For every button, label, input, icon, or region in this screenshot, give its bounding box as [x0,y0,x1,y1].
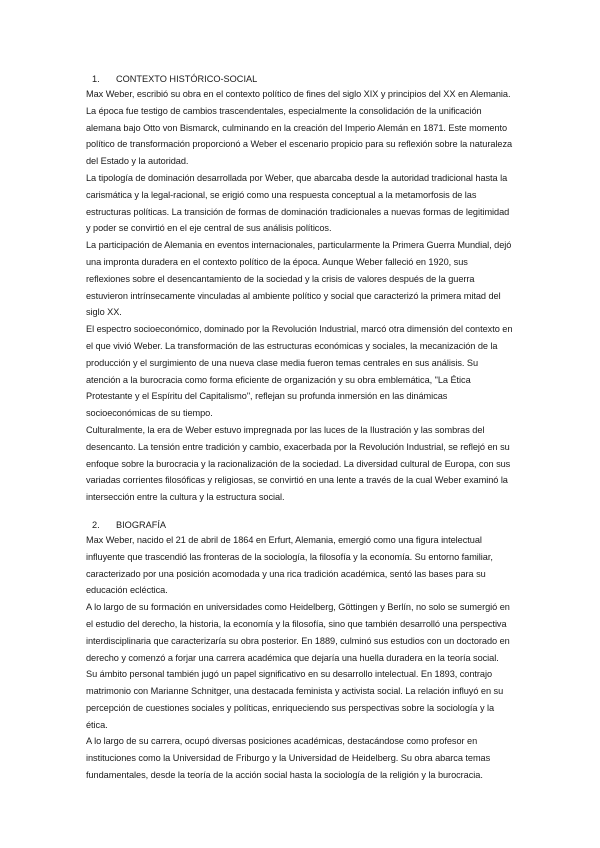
paragraph: La participación de Alemania en eventos internacionales, particularmente la Primera Guerra Mundial, dejó una impronta duradera en el contexto político de la época. Aunque Weber falleció en 1920, sus reflexiones sobre el desencantamiento de la sociedad y la crisis de valores después de la guerra estuvieron intrínsecamente vinculadas al ambiente político y social que caracterizó la primera mitad del siglo XX. [86,240,512,318]
paragraph: Culturalmente, la era de Weber estuvo impregnada por las luces de la Ilustración y las sombras del desencanto. La tensión entre tradición y cambio, exacerbada por la Revolución Industrial, se reflejó en su enfoque sobre la burocracia y la racionalización de la sociedad. La diversidad cultural de Europa, con sus variadas corrientes filosóficas y religiosas, se convirtió en una lente a través de la cual Weber examinó la intersección entre la cultura y la estructura social. [86,424,511,503]
paragraph: La tipología de dominación desarrollada por Weber, que abarcaba desde la autoridad tradicional hasta la carismática y la legal-racional, se erigió como una respuesta conceptual a la metamorfosis de las estructuras políticas. La transición de formas de dominación tradicionales a nuevas formas de legitimidad y poder se convirtió en el eje central de sus análisis políticos. [86,172,510,234]
section-title: BIOGRAFÍA [116,519,167,530]
paragraph: A lo largo de su carrera, ocupó diversas posiciones académicas, destacándose como profesor en instituciones como la Universidad de Friburgo y la Universidad de Heidelberg. Su obra abarca temas fundamentales, desde la teoría de la acción social hasta la sociología de la religión y la burocracia. [86,736,491,781]
paragraph: El espectro socioeconómico, dominado por la Revolución Industrial, marcó otra dimensión del contexto en el que vivió Weber. La transformación de las estructuras económicas y sociales, la mecanización de la producción y el surgimiento de una nueva clase media fueron temas centrales en sus análisis. Su atención a la burocracia como forma eficiente de organización y su obra emblemática, "La Ética Protestante y el Espíritu del Capitalismo", reflejan su profunda inmersión en las dinámicas socioeconómicas de su tiempo. [86,324,513,419]
section-contexto-historico [86,72,514,506]
paragraph: Max Weber, escribió su obra en el contexto político de fines del siglo XIX y principios del XX en Alemania. La época fue testigo de cambios trascendentales, especialmente la consolidación de la unificación alemana bajo Otto von Bismarck, culminando en la creación del Imperio Alemán en 1871. Este momento político de transformación proporcionó a Weber el escenario propicio para su reflexión sobre la naturaleza del Estado y la autoridad. [86,89,513,167]
paragraph: Max Weber, nacido el 21 de abril de 1864 en Erfurt, Alemania, emergió como una figura intelectual influyente que trascendió las fronteras de la sociología, la filosofía y la economía. Su entorno familiar, caracterizado por una posición acomodada y una rica tradición académica, sentó las bases para su educación ecléctica. [86,534,493,596]
paragraph: A lo largo de su formación en universidades como Heidelberg, Göttingen y Berlín, no solo se sumergió en el estudio del derecho, la historia, la economía y la filosofía, sino que también desarrolló una perspectiva interdisciplinaria que caracterizaría su obra posterior. En 1889, culminó sus estudios con un doctorado en derecho y comenzó a forjar una carrera académica que dejaría una huella duradera en la teoría social. [86,602,510,663]
section-biografia [86,518,514,784]
section-number: 2. [92,519,100,530]
section-number: 1. [92,74,100,84]
section-heading [92,518,514,532]
paragraph: Su ámbito personal también jugó un papel significativo en su desarrollo intelectual. En 1893, contrajo matrimonio con Marianne Schnitger, una destacada feminista y activista social. La relación influyó en su percepción de cuestiones sociales y políticas, enriqueciendo sus perspectivas sobre la sociología y la ética. [86,669,504,730]
section-heading [92,72,514,86]
section-title: CONTEXTO HISTÓRICO-SOCIAL [116,74,258,84]
